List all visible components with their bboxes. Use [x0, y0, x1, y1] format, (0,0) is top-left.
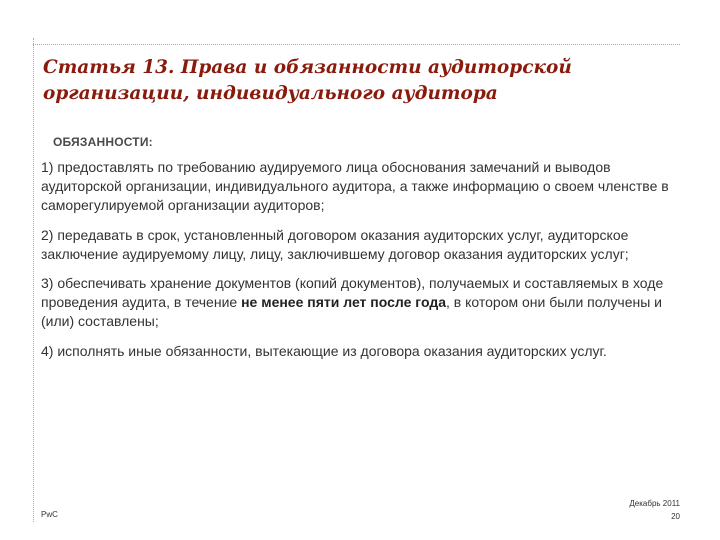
section-heading: ОБЯЗАННОСТИ: — [53, 135, 153, 149]
footer-meta — [629, 497, 680, 523]
duty-3-emphasis: не менее пяти лет после года — [241, 294, 446, 311]
footer-date: Декабрь 2011 — [629, 499, 680, 508]
footer-company: PwC — [41, 510, 58, 519]
slide-title: Статья 13. Права и обязанности аудиторской организации, индивидуального аудитора — [43, 57, 572, 104]
duties-list — [41, 158, 691, 371]
duty-item-2: 2) передавать в срок, установленный договором оказания аудиторских услуг, аудиторское заключение аудируемому лицу, лицу, заключившему договор оказания аудиторских услуг; — [41, 226, 629, 262]
duty-3-text-before: 3) обеспечивать хранение документов (копий документов), получаемых и составляемых в ходе проведения аудита, в течение — [41, 275, 664, 311]
vertical-divider — [33, 38, 34, 522]
duty-3-text-after: , в котором они были получены и (или) составлены; — [41, 294, 662, 330]
duty-item-4: 4) исполнять иные обязанности, вытекающие из договора оказания аудиторских услуг. — [41, 342, 607, 359]
duty-item-3 — [41, 274, 691, 332]
horizontal-divider — [33, 44, 680, 45]
page-number: 20 — [671, 512, 680, 521]
duty-item-1: 1) предоставлять по требованию аудируемого лица обоснования замечаний и выводов аудиторской организации, индивидуального аудитора, а также информацию о своем членстве в саморегулируемой организации аудиторов; — [41, 159, 669, 214]
